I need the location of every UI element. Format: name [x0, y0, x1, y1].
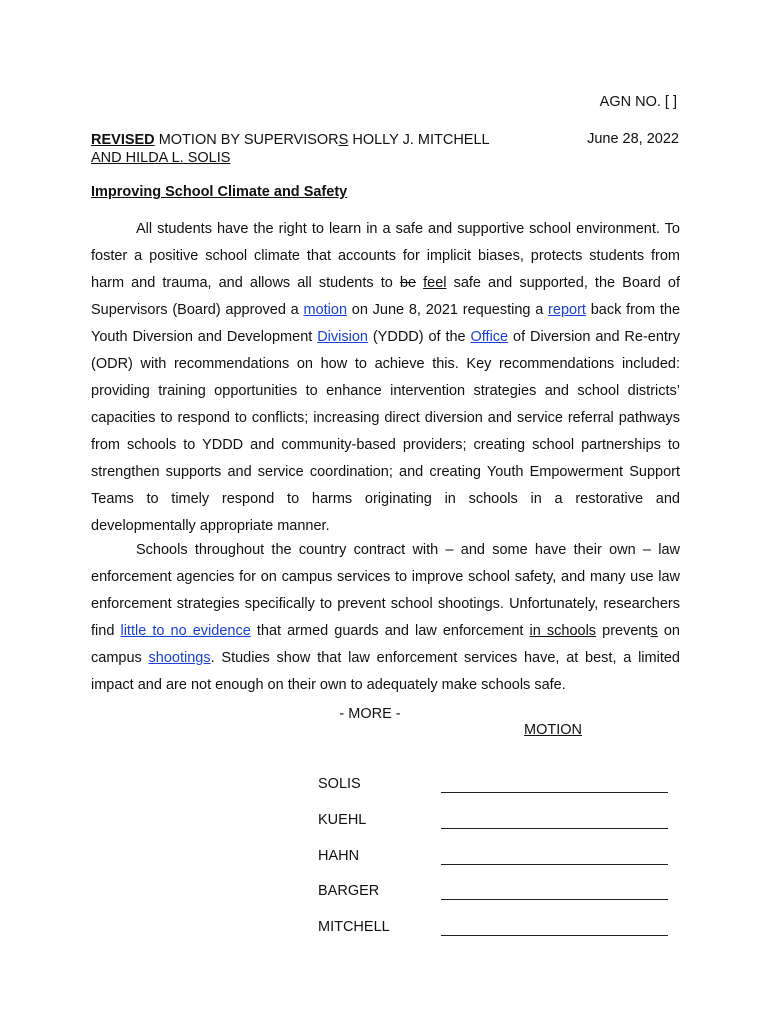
signature-line [441, 828, 668, 829]
inserted-phrase: in schools [529, 623, 597, 639]
inserted-word: feel [423, 275, 447, 291]
office-link[interactable]: Office [470, 329, 509, 345]
p1-text-5: (YDDD) of the [367, 329, 471, 345]
signature-name-mitchell: MITCHELL [318, 919, 390, 935]
signature-name-barger: BARGER [318, 883, 380, 899]
p1-text-6: of Diversion and Re-entry (ODR) with recommendations on how to achieve this. Key recommendations included: providing training opportunities to enhance intervention strategies and school districts’ capacities to respond to conflicts; increasing direct diversion and service referral pathways from schools to YDDD and community-based providers; creating school partnerships to strengthen supports and service coordination; and creating Youth Empowerment Support Teams to timely respond to harms originating in schools in a restorative and developmentally appropriate manner. [91, 329, 681, 534]
evidence-link[interactable]: little to no evidence [120, 623, 251, 639]
motion-label: MOTION [524, 722, 582, 738]
p2-text-5: . Studies show that law enforcement services have, at best, a limited impact and are not enough on their own to adequately make schools safe. [91, 650, 680, 693]
inserted-letter: s [650, 623, 658, 639]
motion-by-text: MOTION BY SUPERVISOR [154, 132, 339, 148]
paragraph-1 [91, 216, 680, 540]
struck-word: be [399, 275, 417, 291]
signature-line [441, 935, 668, 936]
agenda-number: AGN NO. [ ] [599, 94, 677, 110]
signature-name-kuehl: KUEHL [318, 812, 367, 828]
signature-name-hahn: HAHN [318, 848, 360, 864]
motion-by-name: HOLLY J. MITCHELL [348, 132, 490, 148]
co-author-line: AND HILDA L. SOLIS [91, 150, 231, 166]
revised-label: REVISED [91, 132, 155, 148]
p1-text-1: All students have the right to learn in a safe and supportive school environment. To foster a positive school climate that accounts for implicit biases, protects students from harm and trauma, and allows all students to [91, 221, 680, 291]
p2-text-2: that armed guards and law enforcement [250, 623, 530, 639]
p2-text-1: Schools throughout the country contract with – and some have their own – law enforcement agencies for on campus services to improve school safety, and many use law enforcement strategies specifically to prevent school shootings. Unfortunately, researchers find [91, 542, 680, 639]
motion-date: June 28, 2022 [587, 131, 679, 147]
motion-link[interactable]: motion [303, 302, 348, 318]
division-link[interactable]: Division [317, 329, 368, 345]
shootings-link[interactable]: shootings [148, 650, 211, 666]
p2-text-4: on campus [91, 623, 680, 666]
report-link[interactable]: report [548, 302, 586, 318]
paragraph-2 [91, 537, 680, 699]
signature-line [441, 792, 668, 793]
signature-line [441, 899, 668, 900]
motion-by-s: S [338, 132, 349, 148]
more-indicator: - MORE - [339, 706, 401, 722]
signature-name-solis: SOLIS [318, 776, 361, 792]
p1-text-4: back from the Youth Diversion and Development [91, 302, 681, 345]
p1-text-2: safe and supported, the Board of Supervisors (Board) approved a [91, 275, 681, 318]
p2-text-3: prevent [596, 623, 651, 639]
document-title: Improving School Climate and Safety [91, 184, 348, 200]
p1-text-3: on June 8, 2021 requesting a [347, 302, 549, 318]
signature-line [441, 864, 668, 865]
